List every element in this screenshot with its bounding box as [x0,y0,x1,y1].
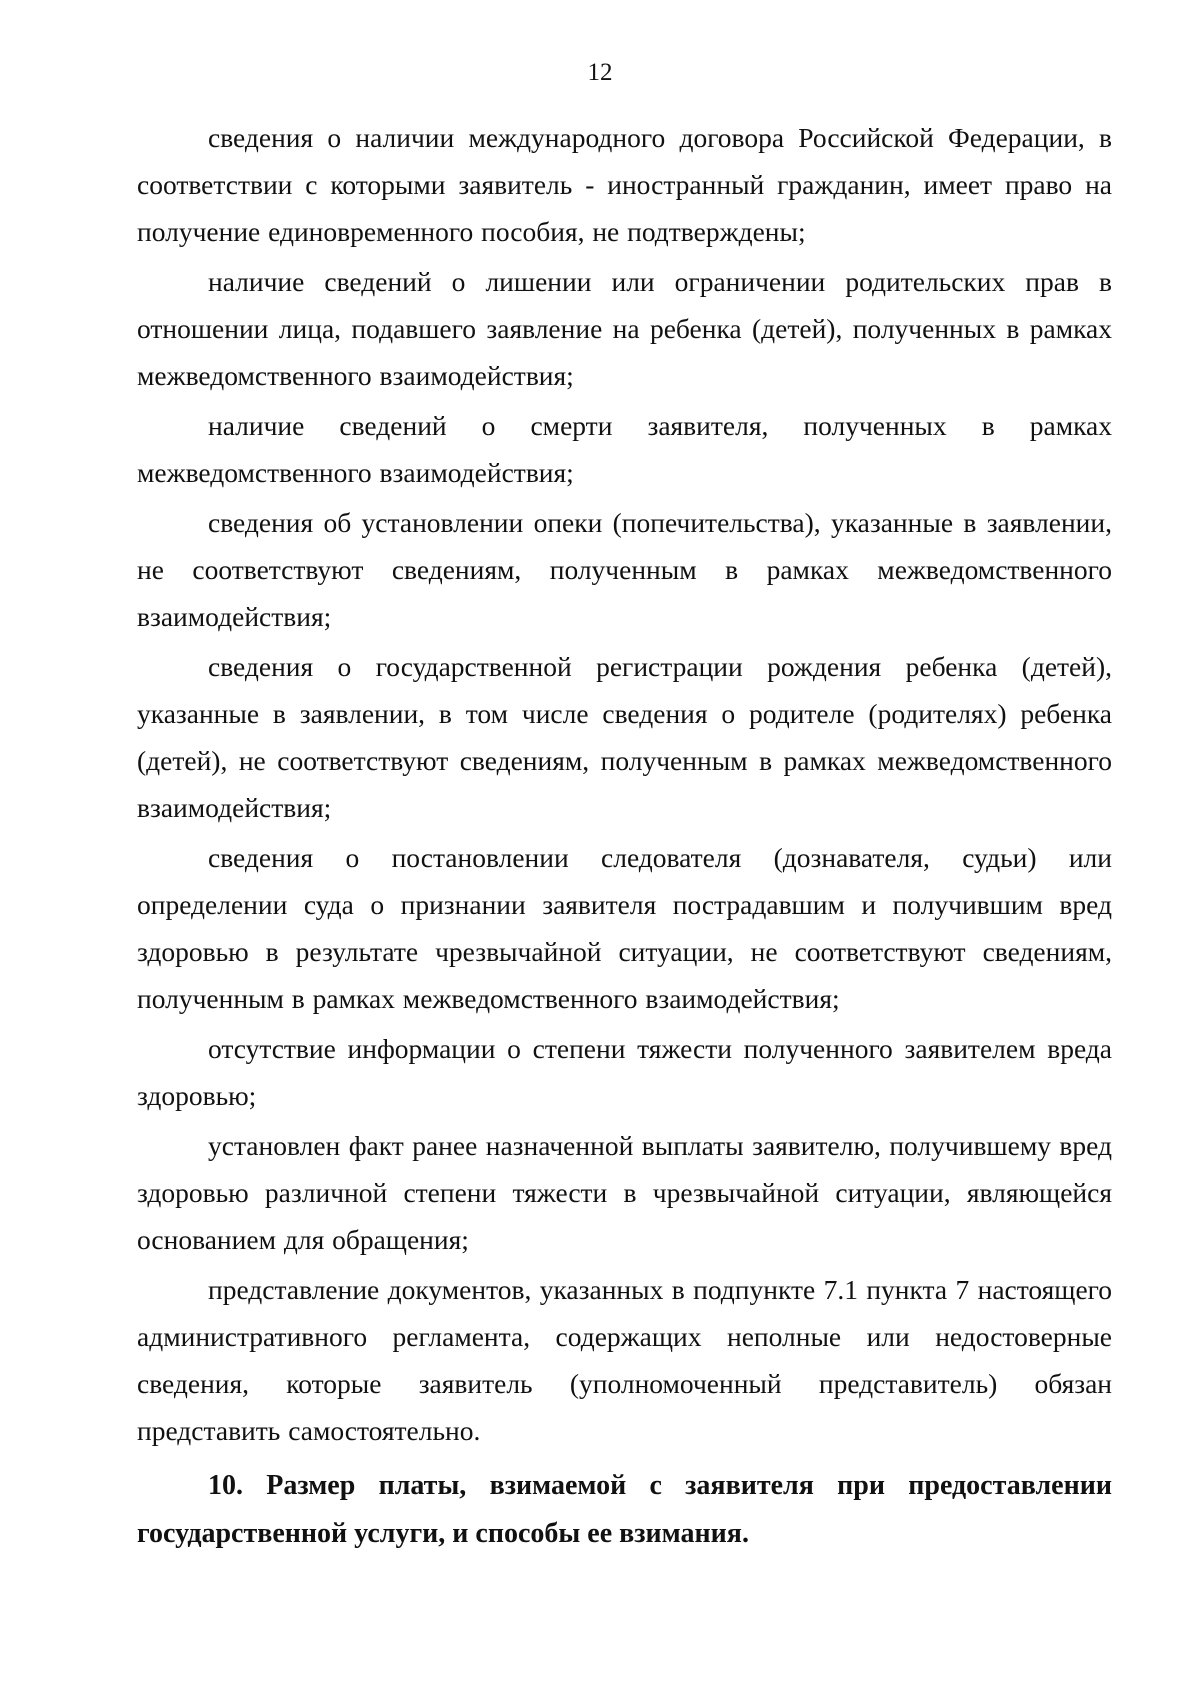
paragraph-international-treaty: сведения о наличии международного договора Российской Федерации, в соответствии с которыми заявитель - иностранный гражданин, имеет право на получение единовременного пособия, не подтверждены; [137,122,1112,247]
paragraph-investigator-decision: сведения о постановлении следователя (дознавателя, судьи) или определении суда о признании заявителя пострадавшим и получившим вред здоровью в результате чрезвычайной ситуации, не соответствуют сведениям, полученным в рамках межведомственного взаимодействия; [137,842,1112,1014]
page-number: 12 [587,59,613,86]
page-content [137,114,1112,1558]
paragraph-parental-rights: наличие сведений о лишении или ограничении родительских прав в отношении лица, подавшего заявление на ребенка (детей), полученных в рамках межведомственного взаимодействия; [137,266,1112,391]
paragraph-previous-payment: установлен факт ранее назначенной выплаты заявителю, получившему вред здоровью различной степени тяжести в чрезвычайной ситуации, являющейся основанием для обращения; [137,1130,1112,1255]
paragraph-guardianship: сведения об установлении опеки (попечительства), указанные в заявлении, не соответствуют сведениям, полученным в рамках межведомственного взаимодействия; [137,507,1112,632]
paragraph-birth-registration: сведения о государственной регистрации рождения ребенка (детей), указанные в заявлении, в том числе сведения о родителе (родителях) ребенка (детей), не соответствуют сведениям, полученным в рамках межведомственного взаимодействия; [137,651,1112,823]
paragraph-applicant-death: наличие сведений о смерти заявителя, полученных в рамках межведомственного взаимодействия; [137,410,1112,488]
section-heading: 10. Размер платы, взимаемой с заявителя при предоставлении государственной услуги, и способы ее взимания. [137,1470,1112,1549]
paragraph-incomplete-documents: представление документов, указанных в подпункте 7.1 пункта 7 настоящего административного регламента, содержащих неполные или недостоверные сведения, которые заявитель (уполномоченный представитель) обязан представить самостоятельно. [137,1274,1112,1446]
paragraph-injury-severity: отсутствие информации о степени тяжести полученного заявителем вреда здоровью; [137,1033,1112,1111]
